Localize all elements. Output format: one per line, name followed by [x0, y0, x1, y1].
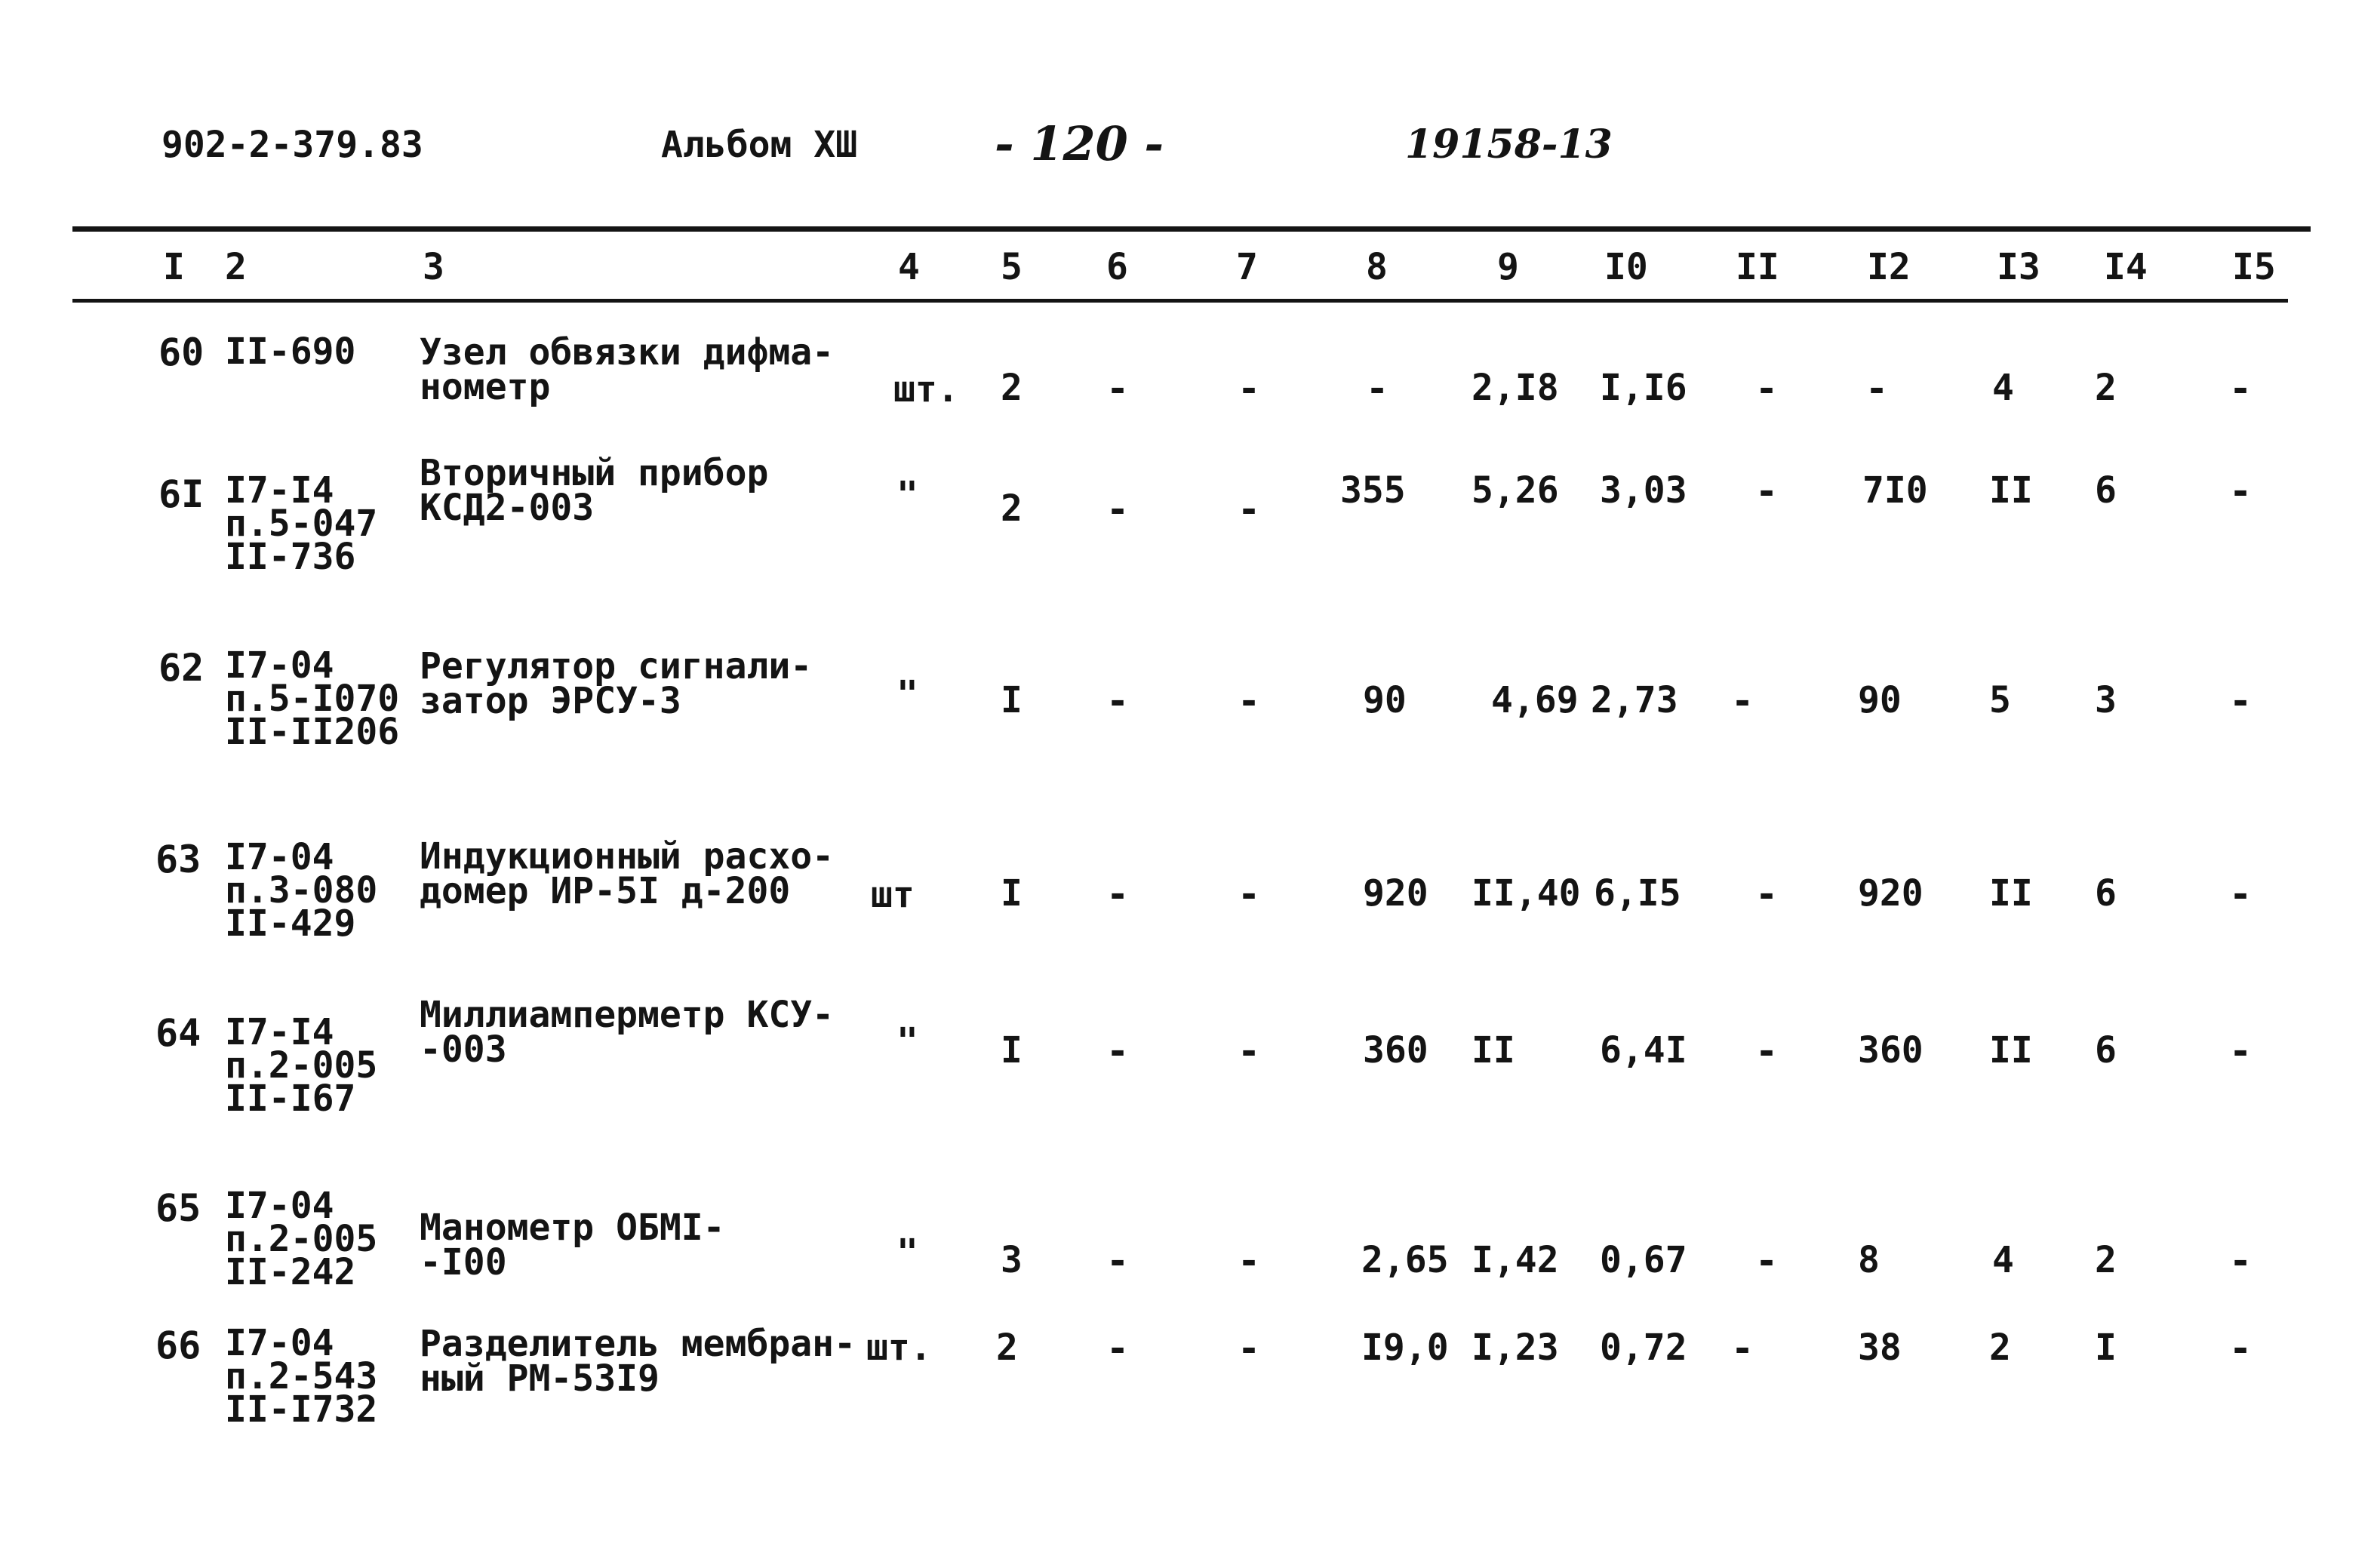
column-number: I5 — [2232, 246, 2276, 288]
row-number: 62 — [158, 646, 205, 690]
col-12-value: 90 — [1858, 679, 1902, 721]
col-11-value: - — [1755, 469, 1779, 513]
column-number: 2 — [225, 246, 247, 288]
col-8-value: - — [1366, 367, 1389, 410]
col-15-value: - — [2229, 367, 2253, 410]
col-10-value: 2,73 — [1591, 679, 1678, 721]
col-15-value: - — [2229, 679, 2253, 723]
col-13-value: 5 — [1989, 679, 2011, 721]
col-9-value: 2,I8 — [1471, 367, 1559, 409]
col-9-value: I,42 — [1471, 1239, 1559, 1281]
column-number: 9 — [1497, 246, 1519, 288]
col-7-value: - — [1238, 367, 1261, 410]
col-5-value: 3 — [1001, 1239, 1023, 1281]
col-13-value: 4 — [1992, 1239, 2014, 1281]
col-7-value: - — [1238, 679, 1261, 723]
col-13-value: 4 — [1992, 367, 2014, 409]
col-15-value: - — [2229, 872, 2253, 916]
col-8-value: 920 — [1363, 872, 1428, 915]
row-number: 65 — [155, 1186, 201, 1230]
col-11-value: - — [1731, 1327, 1754, 1370]
column-number: 7 — [1236, 246, 1258, 288]
item-name: Вторичный прибор КСД2-003 — [420, 452, 769, 529]
col-5-value: I — [1001, 679, 1023, 721]
item-name: Разделитель мембран- ный РМ-53I9 — [420, 1323, 856, 1400]
column-number: I2 — [1867, 246, 1911, 288]
col-8-value: 2,65 — [1361, 1239, 1449, 1281]
col-14-value: 3 — [2095, 679, 2117, 721]
catalog-code: I7-04 п.2-543 II-I732 — [225, 1322, 378, 1431]
unit: шт. — [893, 368, 959, 410]
col-14-value: I — [2095, 1327, 2117, 1369]
col-12-value: - — [1865, 367, 1889, 410]
col-15-value: - — [2229, 469, 2253, 513]
unit: " — [896, 1020, 918, 1062]
col-8-value: 360 — [1363, 1029, 1428, 1071]
col-10-value: 0,67 — [1600, 1239, 1687, 1281]
doc-code: 902-2-379.83 — [161, 124, 423, 166]
col-10-value: 6,4I — [1600, 1029, 1687, 1071]
col-9-value: II — [1471, 1029, 1515, 1071]
col-12-value: 7I0 — [1862, 469, 1928, 512]
column-number: 4 — [898, 246, 920, 288]
col-15-value: - — [2229, 1239, 2253, 1283]
col-12-value: 360 — [1858, 1029, 1924, 1071]
album-label: Альбом XШ — [661, 124, 858, 166]
col-10-value: 0,72 — [1600, 1327, 1687, 1369]
col-6-value: - — [1106, 872, 1130, 916]
item-name: Узел обвязки дифма- нометр — [420, 331, 835, 408]
column-number: 5 — [1001, 246, 1023, 288]
col-11-value: - — [1755, 367, 1779, 410]
col-10-value: I,I6 — [1600, 367, 1687, 409]
col-11-value: - — [1755, 1239, 1779, 1283]
column-number: 8 — [1366, 246, 1388, 288]
col-14-value: 6 — [2095, 469, 2117, 512]
col-7-value: - — [1238, 872, 1261, 916]
catalog-code: I7-04 п.2-005 II-242 — [225, 1185, 378, 1293]
col-5-value: 2 — [1001, 487, 1023, 530]
col-12-value: 920 — [1858, 872, 1924, 915]
column-number: I — [163, 246, 185, 288]
row-number: 60 — [158, 331, 205, 374]
col-9-value: 4,69 — [1491, 679, 1579, 721]
col-10-value: 6,I5 — [1594, 872, 1681, 915]
row-number: 64 — [155, 1011, 201, 1055]
column-number: II — [1736, 246, 1779, 288]
col-6-value: - — [1106, 1239, 1130, 1283]
catalog-code: I7-I4 п.5-047 II-736 — [225, 469, 378, 578]
catalog-code: I7-I4 п.2-005 II-I67 — [225, 1011, 378, 1120]
col-14-value: 2 — [2095, 367, 2117, 409]
col-5-value: I — [1001, 1029, 1023, 1071]
catalog-code: I7-04 п.3-080 II-429 — [225, 836, 378, 945]
col-7-value: - — [1238, 487, 1261, 531]
catalog-code: I7-04 п.5-I070 II-II206 — [225, 644, 400, 753]
col-15-value: - — [2229, 1327, 2253, 1370]
col-11-value: - — [1755, 1029, 1779, 1073]
column-number: 3 — [423, 246, 444, 288]
col-14-value: 6 — [2095, 1029, 2117, 1071]
row-number: 6I — [158, 472, 205, 516]
col-7-value: - — [1238, 1239, 1261, 1283]
col-8-value: I9,0 — [1361, 1327, 1449, 1369]
col-13-value: II — [1989, 1029, 2033, 1071]
item-name: Манометр ОБМI- -I00 — [420, 1207, 725, 1284]
col-13-value: 2 — [1989, 1327, 2011, 1369]
col-8-value: 355 — [1340, 469, 1406, 512]
col-15-value: - — [2229, 1029, 2253, 1073]
col-7-value: - — [1238, 1029, 1261, 1073]
table-header-rule — [72, 299, 2288, 303]
column-number: I4 — [2104, 246, 2148, 288]
col-10-value: 3,03 — [1600, 469, 1687, 512]
col-12-value: 38 — [1858, 1327, 1902, 1369]
col-9-value: 5,26 — [1471, 469, 1559, 512]
col-6-value: - — [1106, 367, 1130, 410]
col-11-value: - — [1731, 679, 1754, 723]
col-8-value: 90 — [1363, 679, 1407, 721]
col-5-value: 2 — [996, 1327, 1018, 1369]
unit: шт — [871, 874, 915, 916]
item-name: Регулятор сигнали- затор ЭРСУ-3 — [420, 645, 813, 722]
col-9-value: I,23 — [1471, 1327, 1559, 1369]
col-6-value: - — [1106, 1029, 1130, 1073]
col-5-value: 2 — [1001, 367, 1023, 409]
col-13-value: II — [1989, 469, 2033, 512]
column-number: I3 — [1997, 246, 2040, 288]
row-number: 63 — [155, 838, 201, 881]
catalog-code: II-690 — [225, 331, 356, 373]
col-14-value: 6 — [2095, 872, 2117, 915]
col-5-value: I — [1001, 872, 1023, 915]
unit: " — [896, 474, 918, 516]
col-9-value: II,40 — [1471, 872, 1581, 915]
column-number: 6 — [1106, 246, 1128, 288]
item-name: Миллиамперметр КСУ- -003 — [420, 994, 835, 1071]
table-top-rule — [72, 226, 2311, 232]
page-number: - 120 - — [995, 116, 1164, 171]
unit: " — [896, 1231, 918, 1274]
sheet-code: 19158-13 — [1405, 121, 1613, 168]
item-name: Индукционный расхо- домер ИР-5I д-200 — [420, 835, 835, 912]
col-12-value: 8 — [1858, 1239, 1880, 1281]
col-13-value: II — [1989, 872, 2033, 915]
col-7-value: - — [1238, 1327, 1261, 1370]
col-14-value: 2 — [2095, 1239, 2117, 1281]
column-number: I0 — [1604, 246, 1648, 288]
row-number: 66 — [155, 1324, 201, 1367]
col-11-value: - — [1755, 872, 1779, 916]
unit: шт. — [866, 1327, 932, 1369]
col-6-value: - — [1106, 679, 1130, 723]
col-6-value: - — [1106, 1327, 1130, 1370]
unit: " — [896, 673, 918, 715]
col-6-value: - — [1106, 487, 1130, 531]
